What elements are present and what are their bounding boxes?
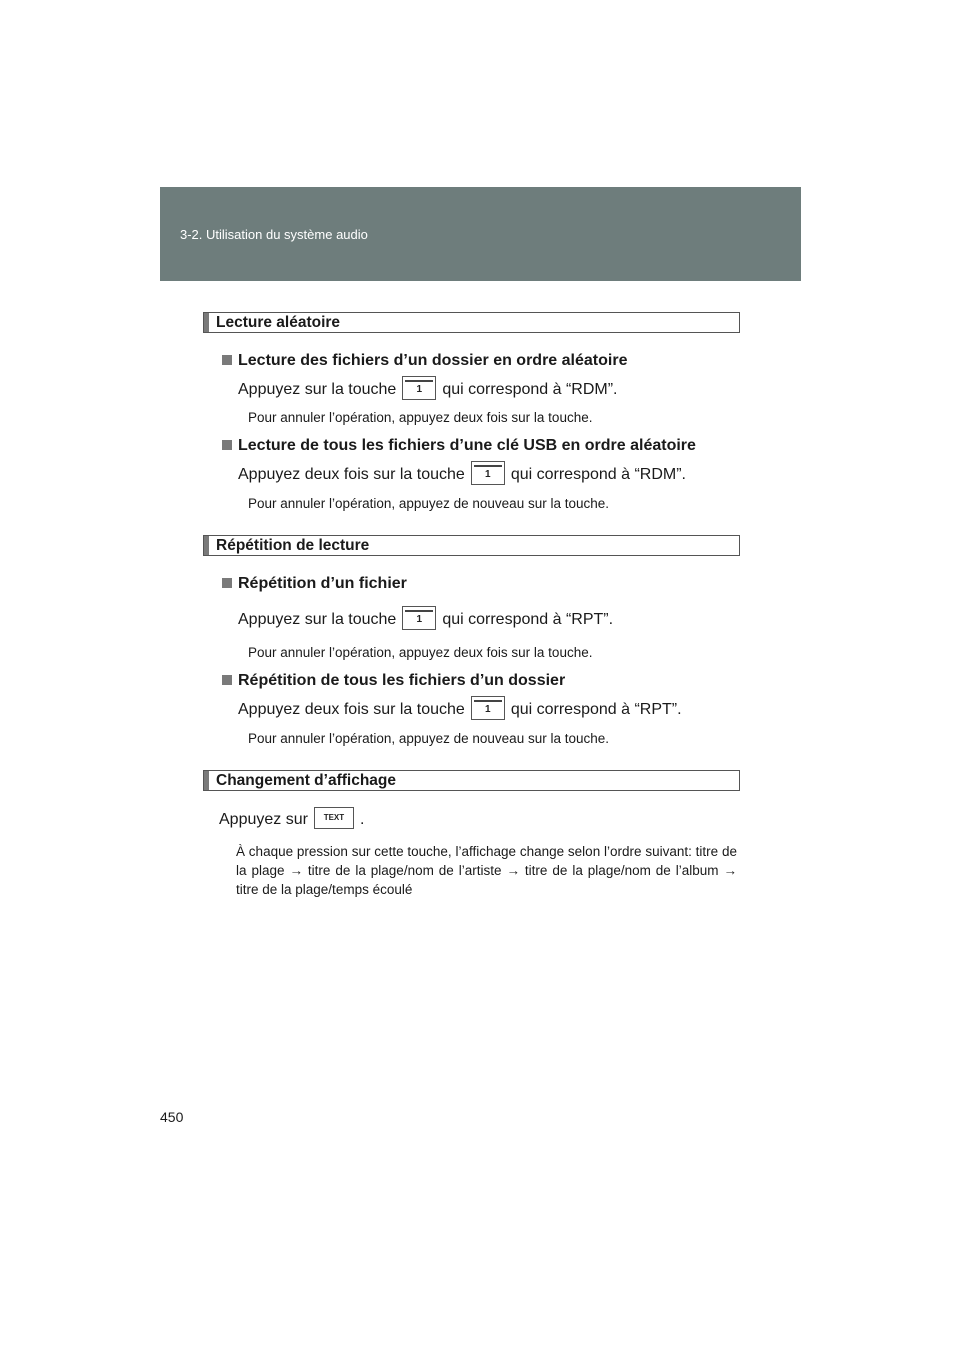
instruction-dossier-aleatoire: Appuyez sur la touche 1 qui correspond à “RDM”. [238,378,618,402]
note-repetition-dossier: Pour annuler l’opération, appuyez de nouveau sur la touche. [248,731,609,746]
sub-heading-usb-aleatoire: Lecture de tous les fichiers d’une clé USB en ordre aléatoire [222,437,696,455]
preset-button-1-icon: 1 [471,461,505,485]
section-bar-changement-affichage [203,770,740,791]
section-title: Changement d’affichage [216,772,396,789]
display-order-paragraph: À chaque pression sur cette touche, l’affichage change selon l’ordre suivant: titre de la plage → titre de la plage/nom de l’artiste → titre de la plage/nom de l’album → titre de la plage/temps écoulé [236,844,737,897]
square-bullet-icon [222,578,232,588]
page-number: 450 [160,1109,184,1125]
note-repetition-fichier: Pour annuler l’opération, appuyez deux fois sur la touche. [248,645,593,660]
square-bullet-icon [222,440,232,450]
preset-button-1-icon: 1 [402,376,436,400]
section-bar-lecture-aleatoire [203,312,740,333]
instruction-repetition-dossier: Appuyez deux fois sur la touche 1 qui correspond à “RPT”. [238,698,682,722]
section-bar-repetition [203,535,740,556]
section-accent [204,313,209,332]
preset-button-1-icon: 1 [402,606,436,630]
header-band [160,187,801,281]
instruction-repetition-fichier: Appuyez sur la touche 1 qui correspond à “RPT”. [238,608,613,632]
text-button-icon: TEXT [314,807,354,829]
sub-heading-repetition-dossier: Répétition de tous les fichiers d’un dossier [222,672,565,690]
header-section-title: 3-2. Utilisation du système audio [180,227,368,242]
section-title: Répétition de lecture [216,537,370,554]
section-title: Lecture aléatoire [216,314,341,331]
note-usb-aleatoire: Pour annuler l’opération, appuyez de nouveau sur la touche. [248,496,609,511]
instruction-changement-affichage: Appuyez sur TEXT . [219,809,364,831]
sub-heading-dossier-aleatoire: Lecture des fichiers d’un dossier en ordre aléatoire [222,352,627,370]
note-dossier-aleatoire: Pour annuler l’opération, appuyez deux fois sur la touche. [248,410,593,425]
sub-heading-repetition-fichier: Répétition d’un fichier [222,575,407,593]
square-bullet-icon [222,355,232,365]
section-accent [204,771,209,790]
square-bullet-icon [222,675,232,685]
section-accent [204,536,209,555]
preset-button-1-icon: 1 [471,696,505,720]
instruction-usb-aleatoire: Appuyez deux fois sur la touche 1 qui correspond à “RDM”. [238,463,686,487]
